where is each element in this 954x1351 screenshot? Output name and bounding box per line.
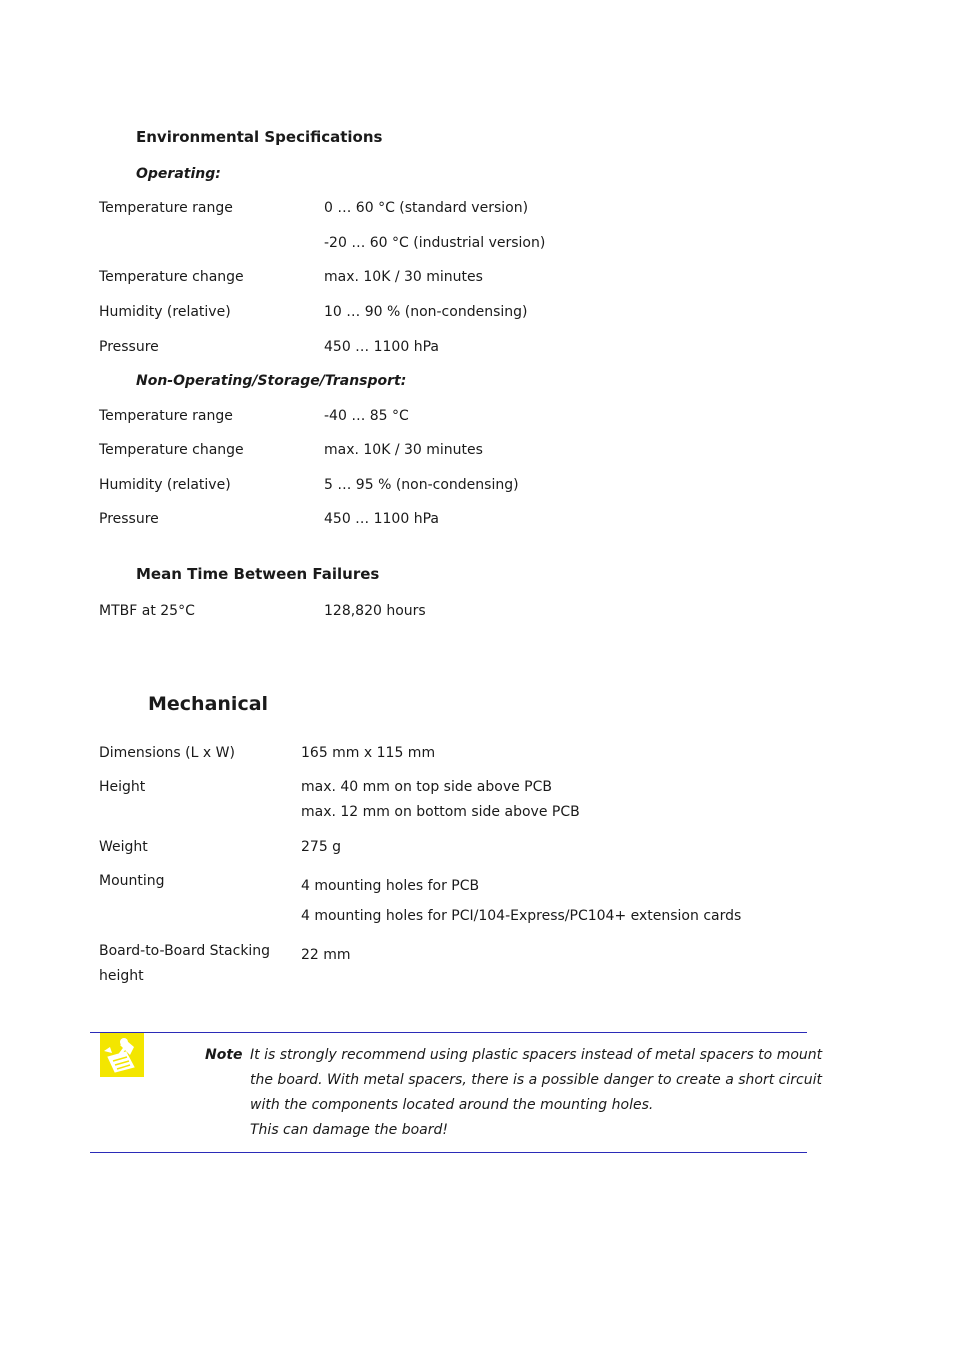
spec-value: 22 mm <box>301 947 351 963</box>
spec-label: Weight <box>99 839 148 855</box>
spec-value: 5 … 95 % (non-condensing) <box>324 477 519 493</box>
note-text-line: This can damage the board! <box>250 1122 449 1138</box>
note-top-rule <box>90 1032 807 1033</box>
operating-heading: Operating: <box>136 166 221 182</box>
note-writing-icon <box>100 1033 144 1077</box>
mtbf-label: MTBF at 25°C <box>99 603 195 619</box>
spec-label: Temperature range <box>99 408 233 424</box>
note-text-line: with the components located around the mounting holes. <box>250 1097 654 1113</box>
spec-value: max. 10K / 30 minutes <box>324 442 483 458</box>
spec-value: 450 … 1100 hPa <box>324 339 439 355</box>
spec-label: Humidity (relative) <box>99 304 231 320</box>
spec-value: 450 … 1100 hPa <box>324 511 439 527</box>
note-label: Note <box>205 1047 243 1063</box>
spec-value: 275 g <box>301 839 342 855</box>
spec-label: Dimensions (L x W) <box>99 745 235 761</box>
spec-value: -20 … 60 °C (industrial version) <box>324 235 546 251</box>
spec-label: Height <box>99 779 146 795</box>
spec-label: Board-to-Board Stacking <box>99 943 271 959</box>
spec-label: Mounting <box>99 873 165 889</box>
spec-value: 4 mounting holes for PCI/104-Express/PC104+ extension cards <box>301 908 742 924</box>
spec-value: -40 … 85 °C <box>324 408 409 424</box>
spec-value: max. 12 mm on bottom side above PCB <box>301 804 580 820</box>
spec-label: Temperature change <box>99 442 244 458</box>
spec-value: 4 mounting holes for PCB <box>301 878 480 894</box>
spec-label: Pressure <box>99 339 159 355</box>
spec-value: max. 10K / 30 minutes <box>324 269 483 285</box>
env-spec-title: Environmental Specifications <box>136 128 383 146</box>
spec-value: 165 mm x 115 mm <box>301 745 436 761</box>
spec-value: 0 … 60 °C (standard version) <box>324 200 529 216</box>
note-text-line: It is strongly recommend using plastic spacers instead of metal spacers to mount <box>250 1047 823 1063</box>
spec-label: Temperature change <box>99 269 244 285</box>
non-operating-heading: Non-Operating/Storage/Transport: <box>136 373 407 389</box>
note-text-line: the board. With metal spacers, there is a possible danger to create a short circuit <box>250 1072 822 1088</box>
spec-label: Temperature range <box>99 200 233 216</box>
mechanical-title: Mechanical <box>148 693 269 715</box>
spec-value: max. 40 mm on top side above PCB <box>301 779 553 795</box>
note-bottom-rule <box>90 1152 807 1153</box>
spec-value: 10 … 90 % (non-condensing) <box>324 304 528 320</box>
spec-label: Humidity (relative) <box>99 477 231 493</box>
mtbf-value: 128,820 hours <box>324 603 426 619</box>
mtbf-title: Mean Time Between Failures <box>136 565 380 583</box>
spec-label: Pressure <box>99 511 159 527</box>
spec-label: height <box>99 968 144 984</box>
